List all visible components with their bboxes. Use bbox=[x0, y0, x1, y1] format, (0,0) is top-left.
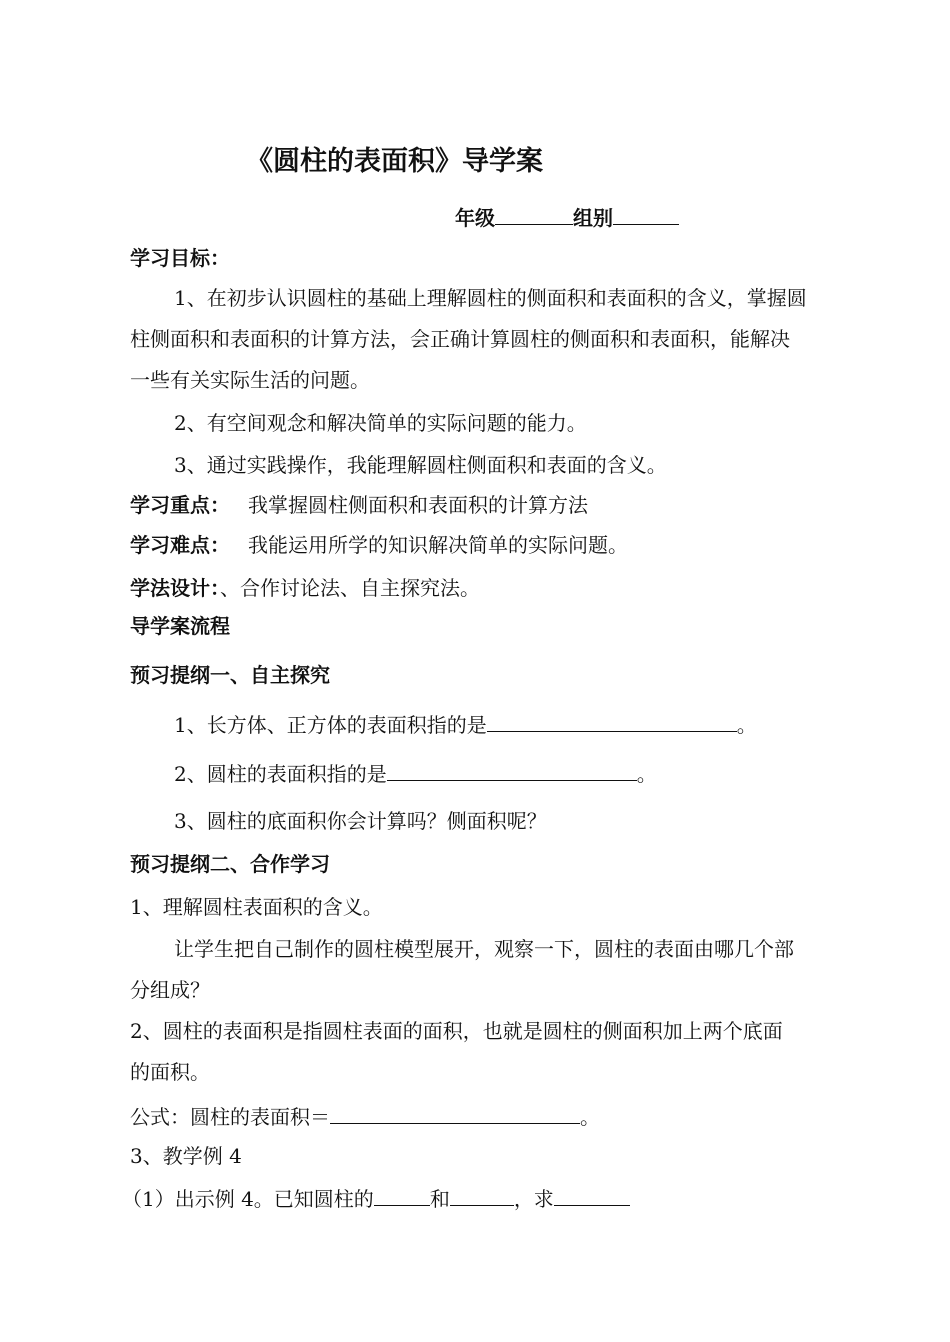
example-4-blank-2[interactable] bbox=[450, 1185, 514, 1206]
question-1-end: 。 bbox=[736, 713, 757, 737]
objective-1-line-1: 1、在初步认识圆柱的基础上理解圆柱的侧面积和表面积的含义，掌握圆 bbox=[174, 286, 807, 310]
question-1-blank[interactable] bbox=[487, 711, 737, 732]
formula-blank[interactable] bbox=[330, 1103, 580, 1124]
question-2-text: 2、圆柱的表面积指的是 bbox=[174, 762, 387, 786]
outline-1-heading: 预习提纲一、自主探究 bbox=[130, 663, 330, 687]
paragraph-1: 1、理解圆柱表面积的含义。 bbox=[130, 895, 383, 919]
difficulty-label: 学习难点： bbox=[130, 533, 230, 557]
question-1 bbox=[174, 711, 757, 738]
objective-1-line-3: 一些有关实际生活的问题。 bbox=[130, 368, 370, 392]
paragraph-3-line-1: 2、圆柱的表面积是指圆柱表面的面积，也就是圆柱的侧面积加上两个底面 bbox=[130, 1019, 783, 1043]
paragraph-2-line-2: 分组成？ bbox=[130, 978, 210, 1002]
grade-group-line bbox=[455, 204, 679, 231]
example-4-text-a: （1）出示例 4。已知圆柱的 bbox=[122, 1187, 374, 1211]
question-2-blank[interactable] bbox=[387, 760, 637, 781]
example-4-blank-1[interactable] bbox=[374, 1185, 430, 1206]
document-title: 《圆柱的表面积》导学案 bbox=[246, 146, 543, 177]
formula-line bbox=[130, 1103, 600, 1130]
example-4-text-c: ，求 bbox=[513, 1187, 554, 1211]
method-text: 、合作讨论法、自主探究法。 bbox=[220, 576, 480, 600]
keypoint-line bbox=[130, 492, 588, 518]
keypoint-label: 学习重点： bbox=[130, 493, 230, 517]
grade-blank[interactable] bbox=[495, 204, 573, 225]
objective-1-line-2: 柱侧面积和表面积的计算方法，会正确计算圆柱的侧面积和表面积，能解决 bbox=[130, 327, 790, 351]
method-label: 学法设计： bbox=[130, 576, 220, 600]
formula-text: 公式：圆柱的表面积＝ bbox=[130, 1105, 330, 1129]
paragraph-4: 3、教学例 4 bbox=[130, 1144, 242, 1168]
difficulty-text: 我能运用所学的知识解决简单的实际问题。 bbox=[248, 533, 628, 557]
question-1-text: 1、长方体、正方体的表面积指的是 bbox=[174, 713, 487, 737]
formula-end: 。 bbox=[580, 1105, 600, 1129]
objective-2: 2、有空间观念和解决简单的实际问题的能力。 bbox=[174, 411, 587, 435]
method-line bbox=[130, 575, 480, 601]
paragraph-2-line-1: 让学生把自己制作的圆柱模型展开，观察一下，圆柱的表面由哪几个部 bbox=[174, 937, 794, 961]
question-2 bbox=[174, 760, 657, 787]
paragraph-3-line-2: 的面积。 bbox=[130, 1060, 210, 1084]
group-blank[interactable] bbox=[613, 204, 679, 225]
flow-heading: 导学案流程 bbox=[130, 614, 230, 638]
grade-label: 年级 bbox=[455, 206, 495, 230]
difficulty-line bbox=[130, 532, 628, 558]
example-4-text-b: 和 bbox=[429, 1187, 450, 1211]
question-2-end: 。 bbox=[636, 762, 657, 786]
objectives-heading: 学习目标： bbox=[130, 246, 230, 270]
objective-3: 3、通过实践操作，我能理解圆柱侧面积和表面的含义。 bbox=[174, 453, 667, 477]
outline-2-heading: 预习提纲二、合作学习 bbox=[130, 852, 330, 876]
example-4-blank-3[interactable] bbox=[554, 1185, 630, 1206]
example-4-line bbox=[122, 1185, 630, 1212]
question-3: 3、圆柱的底面积你会计算吗？侧面积呢？ bbox=[174, 809, 547, 833]
keypoint-text: 我掌握圆柱侧面积和表面积的计算方法 bbox=[248, 493, 588, 517]
group-label: 组别 bbox=[573, 206, 613, 230]
